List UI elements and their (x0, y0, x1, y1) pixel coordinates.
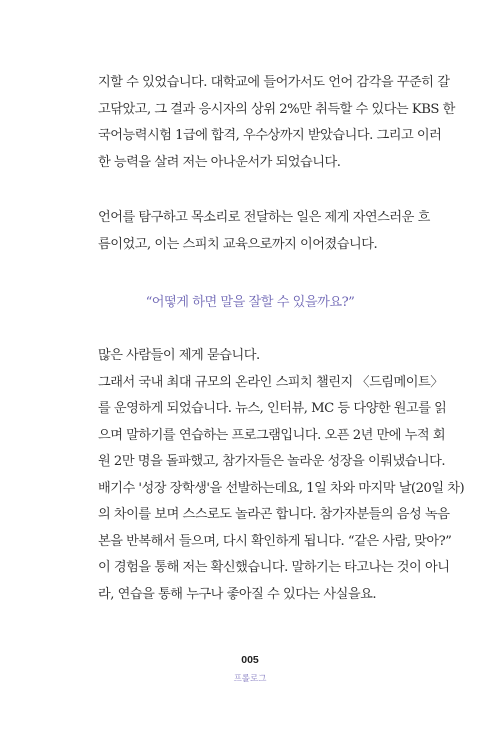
text-line: 많은 사람들이 제게 묻습니다. (98, 348, 260, 363)
text-line: 원 2만 명을 돌파했고, 참가자들은 놀라운 성장을 이뤄냈습니다. (98, 454, 446, 469)
text-line: 름이었고, 이는 스피치 교육으로까지 이어졌습니다. (98, 236, 378, 252)
text-line: 이 경험을 통해 저는 확신했습니다. 말하기는 타고나는 것이 아니 (98, 560, 450, 575)
text-line: 국어능력시험 1급에 합격, 우수상까지 받았습니다. 그리고 이러 (98, 128, 442, 143)
text-line: 라, 연습을 통해 누구나 좋아질 수 있다는 사실을요. (98, 586, 377, 602)
text-line: 본을 반복해서 들으며, 다시 확인하게 됩니다. “같은 사람, 맞아?” (98, 533, 452, 549)
page-number: 005 (241, 654, 259, 666)
text-line: 으며 말하기를 연습하는 프로그램입니다. 오픈 2년 만에 누적 회 (98, 427, 446, 443)
text-line: 고닦았고, 그 결과 응시자의 상위 2%만 취득할 수 있다는 KBS 한 (98, 101, 455, 117)
section-label: 프롤로그 (233, 674, 267, 684)
paragraph-language-skill (98, 70, 455, 176)
text-line: 지할 수 있었습니다. 대학교에 들어가서도 언어 감각을 꾸준히 갈 (98, 75, 450, 90)
text-line: 를 운영하게 되었습니다. 뉴스, 인터뷰, MC 등 다양한 원고를 읽 (98, 401, 447, 416)
paragraph-speech-education (98, 205, 436, 258)
text-line: 그래서 국내 최대 규모의 온라인 스피치 챌린지 〈드림메이트〉 (98, 374, 443, 390)
text-line: 의 차이를 보며 스스로도 놀라곤 합니다. 참가자분들의 음성 녹음 (98, 507, 450, 522)
highlighted-quote: “어떻게 하면 말을 잘할 수 있을까요?” (145, 295, 355, 310)
text-line: 배기수 '성장 장학생'을 선발하는데요, 1일 차와 마지막 날(20일 차) (98, 480, 465, 496)
text-line: 한 능력을 살려 저는 아나운서가 되었습니다. (98, 154, 341, 170)
paragraph-dreammate (98, 343, 465, 608)
text-line: 언어를 탐구하고 목소리로 전달하는 일은 제게 자연스러운 흐 (98, 210, 430, 225)
